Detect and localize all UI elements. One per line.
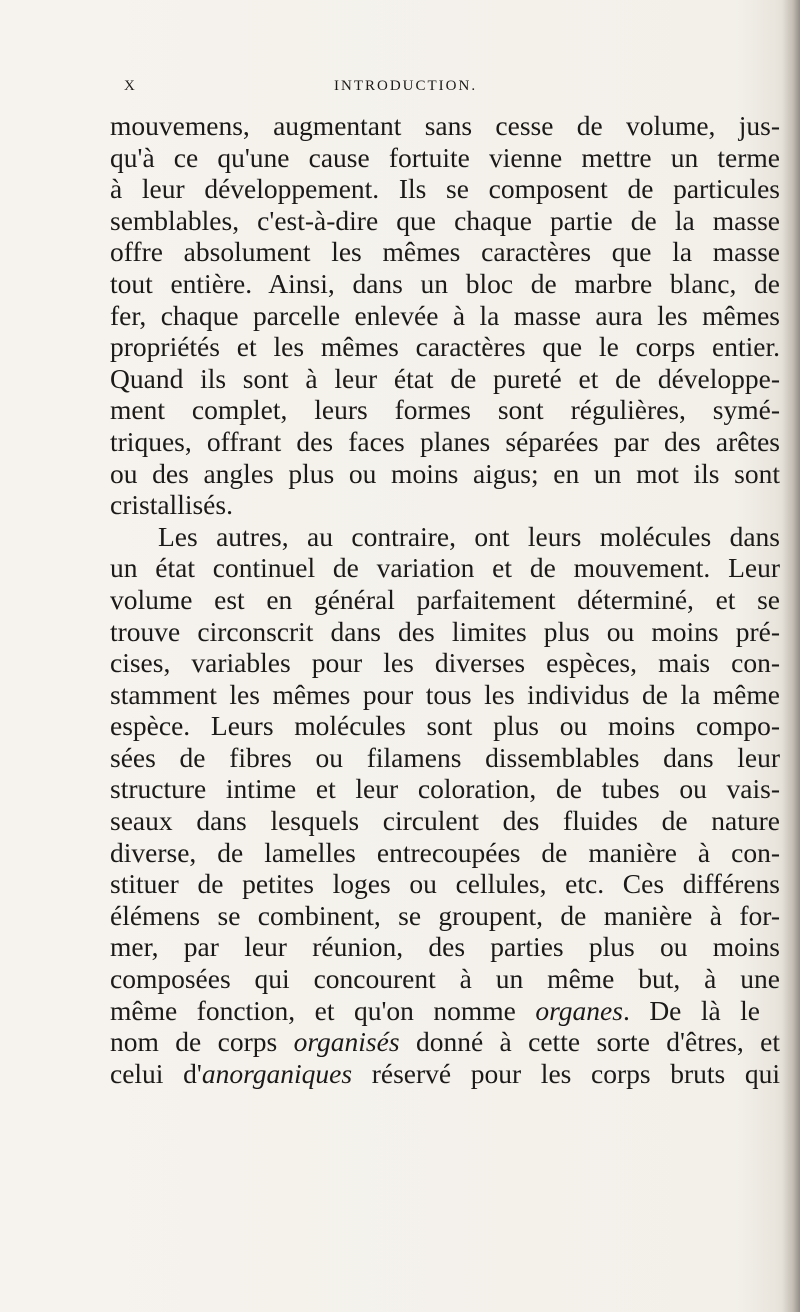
section-title: INTRODUCTION. xyxy=(334,78,478,94)
text-line: propriétés et les mêmes caractères que le corps entier. xyxy=(110,331,780,363)
text-run: nom de corps xyxy=(110,1026,278,1058)
text-line: mer, par leur réunion, des parties plus ou moins xyxy=(110,931,780,963)
text-run: celui d' xyxy=(110,1057,202,1089)
italic-term: organes xyxy=(535,994,623,1026)
body-text xyxy=(110,110,780,1089)
text-line: mouvemens, augmentant sans cesse de volume, jus- xyxy=(110,110,780,141)
text-line: trouve circonscrit dans des limites plus ou moins pré- xyxy=(110,615,780,647)
text-line: stituer de petites loges ou cellules, etc. Ces différens xyxy=(110,868,780,900)
text-line: Les autres, au contraire, ont leurs molécules dans xyxy=(158,520,780,552)
text-line: stamment les mêmes pour tous les individus de la même xyxy=(110,678,780,710)
text-line: qu'à ce qu'une cause fortuite vienne mettre un terme xyxy=(110,141,780,173)
text-line: à leur développement. Ils se composent de particules xyxy=(110,173,780,205)
text-run: donné à cette sorte d'êtres, et xyxy=(415,1026,781,1058)
text-line-with-italic xyxy=(110,1026,780,1058)
italic-term: anorganiques xyxy=(201,1057,353,1089)
text-line-with-italic xyxy=(110,1058,780,1090)
italic-term: organisés xyxy=(293,1026,400,1058)
text-line: ment complet, leurs formes sont régulières, symé- xyxy=(110,394,780,426)
text-line: cises, variables pour les diverses espèces, mais con- xyxy=(110,647,780,679)
text-run: même fonction, et qu'on nomme xyxy=(110,994,516,1026)
text-line: seaux dans lesquels circulent des fluides de nature xyxy=(110,805,780,837)
text-line-with-italic xyxy=(110,995,760,1027)
text-line: espèce. Leurs molécules sont plus ou moins compo- xyxy=(110,710,780,742)
text-line: triques, offrant des faces planes séparées par des arêtes xyxy=(110,425,780,457)
text-line: élémens se combinent, se groupent, de manière à for- xyxy=(110,899,780,931)
text-line: cristallisés. xyxy=(110,489,233,521)
text-line: fer, chaque parcelle enlevée à la masse aura les mêmes xyxy=(110,299,780,331)
text-line: diverse, de lamelles entrecoupées de manière à con- xyxy=(110,836,780,868)
text-line: offre absolument les mêmes caractères que la masse xyxy=(110,236,780,268)
text-line: composées qui concourent à un même but, à une xyxy=(110,963,780,995)
text-line: un état continuel de variation et de mouvement. Leur xyxy=(110,552,780,584)
text-line: tout entière. Ainsi, dans un bloc de marbre blanc, de xyxy=(110,267,780,299)
text-line: volume est en général parfaitement déterminé, et se xyxy=(110,583,780,615)
text-line: sées de fibres ou filamens dissemblables dans leur xyxy=(110,741,780,773)
text-line: ou des angles plus ou moins aigus; en un mot ils sont xyxy=(110,457,780,489)
page-edge-shadow xyxy=(782,0,800,1312)
text-line: Quand ils sont à leur état de pureté et de développe- xyxy=(110,362,780,394)
text-line: structure intime et leur coloration, de tubes ou vais- xyxy=(110,773,780,805)
text-line: semblables, c'est-à-dire que chaque partie de la masse xyxy=(110,204,780,236)
text-run: . De là le xyxy=(622,994,761,1026)
page-number: X xyxy=(124,78,137,94)
text-run: réservé pour les corps bruts qui xyxy=(371,1057,781,1089)
running-head xyxy=(124,78,670,106)
